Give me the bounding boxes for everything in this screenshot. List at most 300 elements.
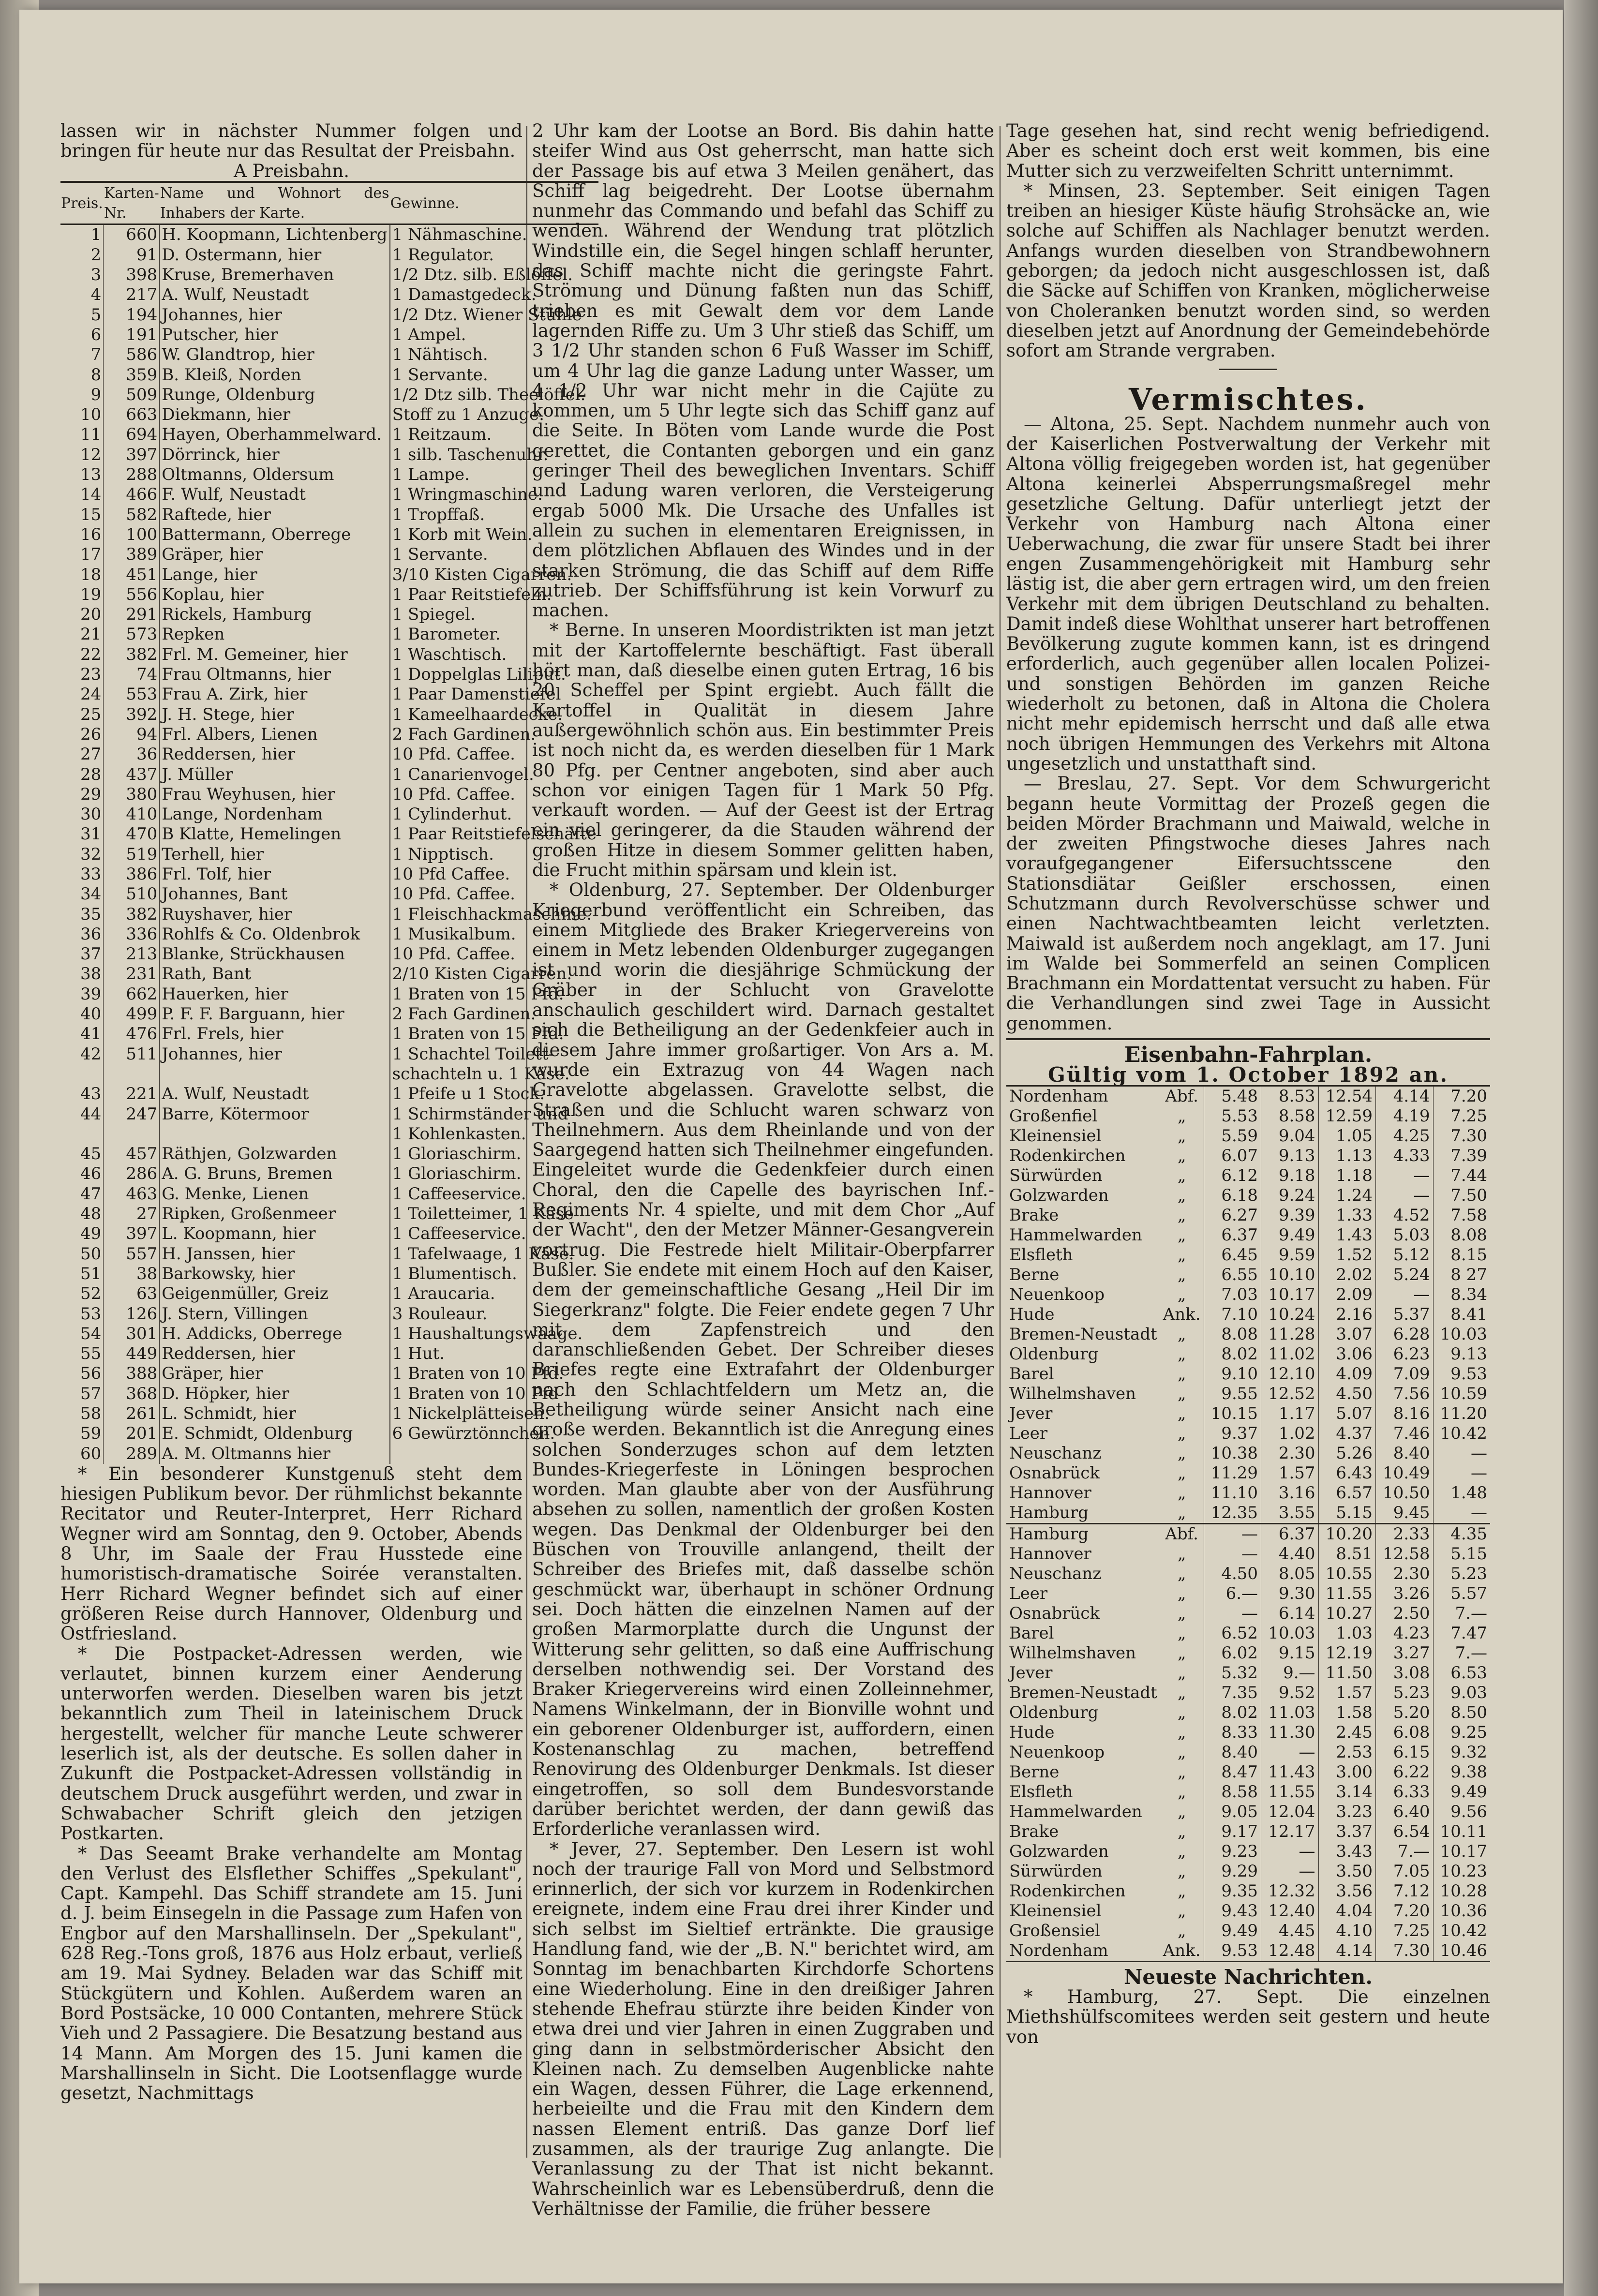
departure-time: 9.04 <box>1261 1126 1318 1146</box>
card-number: 191 <box>104 325 160 345</box>
departure-time: 12.17 <box>1261 1822 1318 1842</box>
departure-time: 10.36 <box>1433 1901 1490 1921</box>
prize-row <box>60 924 598 944</box>
station-flag: „ <box>1177 1443 1186 1463</box>
departure-time: 4.10 <box>1318 1921 1375 1941</box>
departure-time: 10.24 <box>1261 1305 1318 1325</box>
card-number: 288 <box>104 465 160 485</box>
prize-number: 11 <box>60 425 104 445</box>
station-flag: Abf. <box>1160 1523 1204 1544</box>
departure-time: 8 27 <box>1433 1265 1490 1285</box>
departure-time: 1.48 <box>1433 1483 1490 1503</box>
article-paragraph: * Minsen, 23. September. Seit einigen Tagen treiben an hiesiger Küste häufig Strohsäcke an, wie solche auf Schiffen als Nachlager benutzt werden. Anfangs wurden dieselben von Strandbewohnern geborgen; da jedoch nicht ausgeschlossen ist, daß die Säcke auf Schiffen von Kranken, möglicherweise von Choleranken benutzt worden sind, so werden dieselben jetzt auf Anordnung der Gemeindebehörde sofort am Strande vergraben. <box>1006 180 1490 361</box>
prize-row <box>60 905 598 924</box>
departure-time: 4.50 <box>1318 1384 1375 1404</box>
holder-name: Räthjen, Golzwarden <box>160 1144 390 1164</box>
prize-item: 1/2 Dtz silb. Theelöffel. <box>392 385 586 404</box>
departure-time: 11.20 <box>1433 1404 1490 1424</box>
station-flag: „ <box>1177 1683 1186 1702</box>
prize-row <box>60 625 598 644</box>
prize-item: 1 Gloriaschirm. <box>392 1144 522 1164</box>
prize-number: 10 <box>60 405 104 425</box>
departure-time: 9.17 <box>1204 1822 1261 1842</box>
holder-name: Johannes, Bant <box>160 884 390 904</box>
departure-time: 9.45 <box>1376 1503 1433 1524</box>
prize-row <box>60 745 598 764</box>
holder-name: Hauerken, hier <box>160 984 390 1004</box>
prize-item: 1 Blumentisch. <box>392 1264 517 1283</box>
departure-time: 8.58 <box>1261 1106 1318 1126</box>
card-number: 217 <box>104 285 160 305</box>
departure-time: 12.58 <box>1376 1544 1433 1564</box>
departure-time: 12.10 <box>1261 1364 1318 1384</box>
departure-time: 4.09 <box>1318 1364 1375 1384</box>
prize-number: 51 <box>60 1264 104 1284</box>
departure-time: 10.59 <box>1433 1384 1490 1404</box>
prize-table-body <box>60 224 598 1464</box>
departure-time: 3.56 <box>1318 1881 1375 1901</box>
departure-time: 9.56 <box>1433 1802 1490 1822</box>
departure-time: 5.57 <box>1433 1584 1490 1604</box>
departure-time: 8.41 <box>1433 1305 1490 1325</box>
column-2 <box>532 121 994 2219</box>
prize-item: 1 Kohlenkasten. <box>392 1124 526 1144</box>
station-flag: „ <box>1177 1881 1186 1901</box>
departure-time: 5.15 <box>1318 1503 1375 1524</box>
prize-item: 1 Pfeife u 1 Stock. <box>392 1084 545 1104</box>
station-name: Neuenkoop <box>1009 1742 1105 1762</box>
prize-item: 2/10 Kisten Cigarren. <box>392 964 572 984</box>
prize-item: 1 Lampe. <box>392 465 470 485</box>
timetable-row <box>1006 1881 1490 1901</box>
departure-time: 7.39 <box>1433 1146 1490 1166</box>
prize-number: 3 <box>60 265 104 285</box>
timetable-row <box>1006 1364 1490 1384</box>
card-number: 410 <box>104 805 160 824</box>
station-flag: „ <box>1177 1423 1186 1443</box>
departure-time: 9.13 <box>1261 1146 1318 1166</box>
station-flag: „ <box>1177 1722 1186 1742</box>
card-number: 100 <box>104 525 160 545</box>
prize-number: 53 <box>60 1304 104 1324</box>
departure-time: 12.04 <box>1261 1802 1318 1822</box>
prize-number: 17 <box>60 545 104 565</box>
departure-time: 9.35 <box>1204 1881 1261 1901</box>
departure-time: 3.55 <box>1261 1503 1318 1524</box>
timetable-row <box>1006 1743 1490 1762</box>
departure-time: 6.— <box>1204 1584 1261 1604</box>
departure-time: 4.23 <box>1376 1624 1433 1643</box>
station-name: Kleinensiel <box>1009 1901 1102 1921</box>
station-name: Barel <box>1009 1623 1054 1643</box>
prize-row <box>60 425 598 445</box>
prize-item: 10 Pfd. Caffee. <box>392 884 515 904</box>
departure-time: 9.25 <box>1433 1723 1490 1743</box>
timetable-body <box>1006 1087 1490 1961</box>
section-title-vermischtes: Vermischtes. <box>1129 381 1368 417</box>
prize-item: 1 Schachtel Toilett- <box>392 1044 554 1064</box>
prize-row <box>60 545 598 565</box>
prize-number: 54 <box>60 1324 104 1344</box>
departure-time: 5.24 <box>1376 1265 1433 1285</box>
departure-time: 10.28 <box>1433 1881 1490 1901</box>
timetable-row <box>1006 1444 1490 1463</box>
col-header-card: Karten-Nr. <box>104 182 160 224</box>
card-number: 573 <box>104 625 160 644</box>
departure-time: 3.07 <box>1318 1325 1375 1344</box>
prize-item: 1 Spiegel. <box>392 605 476 625</box>
prize-row <box>60 1224 598 1244</box>
departure-time: 5.32 <box>1204 1663 1261 1683</box>
station-name: Sürwürden <box>1009 1165 1103 1185</box>
prize-row <box>60 1064 598 1084</box>
departure-time: 8.53 <box>1261 1087 1318 1106</box>
station-flag: „ <box>1177 1742 1186 1762</box>
timetable-row <box>1006 1523 1490 1544</box>
prize-number: 43 <box>60 1084 104 1104</box>
prize-number: 60 <box>60 1444 104 1464</box>
card-number: 382 <box>104 905 160 924</box>
prize-number: 6 <box>60 325 104 345</box>
station-flag: „ <box>1177 1265 1186 1284</box>
prize-item: 3 Rouleaur. <box>392 1304 488 1324</box>
prize-item: 1 Toiletteimer, 1 Käse <box>392 1204 574 1224</box>
prize-item: 1 Nickelplätteisen. <box>392 1404 550 1423</box>
departure-time: 9.59 <box>1261 1245 1318 1265</box>
prize-row <box>60 685 598 704</box>
departure-time: 10.27 <box>1318 1604 1375 1624</box>
departure-time: 3.14 <box>1318 1782 1375 1802</box>
holder-name: Kruse, Bremerhaven <box>160 265 390 285</box>
card-number: 36 <box>104 745 160 764</box>
prize-number: 26 <box>60 725 104 745</box>
prize-item: 1 Braten von 10 Pfd <box>392 1384 559 1403</box>
departure-time: 9.49 <box>1204 1921 1261 1941</box>
timetable-row <box>1006 1503 1490 1524</box>
holder-name: Barkowsky, hier <box>160 1264 390 1284</box>
prize-item: 10 Pfd. Caffee. <box>392 944 515 964</box>
departure-time: 3.37 <box>1318 1822 1375 1842</box>
prize-row <box>60 1364 598 1384</box>
holder-name: Runge, Oldenburg <box>160 385 390 405</box>
departure-time: 10.03 <box>1433 1325 1490 1344</box>
departure-time: — <box>1433 1444 1490 1463</box>
prize-row <box>60 485 598 505</box>
prize-row <box>60 805 598 824</box>
departure-time: 5.15 <box>1433 1544 1490 1564</box>
departure-time: 3.27 <box>1376 1643 1433 1663</box>
departure-time: 9.15 <box>1261 1643 1318 1663</box>
holder-name: H. Janssen, hier <box>160 1244 390 1264</box>
prize-row <box>60 1444 598 1464</box>
column-3 <box>1006 121 1490 2047</box>
holder-name: B. Kleiß, Norden <box>160 365 390 385</box>
holder-name: Reddersen, hier <box>160 1344 390 1364</box>
departure-time: 7.05 <box>1376 1862 1433 1881</box>
prize-item: 10 Pfd. Caffee. <box>392 784 515 804</box>
departure-time: 10.10 <box>1261 1265 1318 1285</box>
departure-time: 6.53 <box>1433 1663 1490 1683</box>
departure-time: 10.03 <box>1261 1624 1318 1643</box>
prize-number: 1 <box>60 224 104 245</box>
prize-number: 34 <box>60 884 104 904</box>
departure-time: 10.20 <box>1318 1523 1375 1544</box>
departure-time: 11.29 <box>1204 1463 1261 1483</box>
departure-time: — <box>1376 1285 1433 1305</box>
departure-time: 3.43 <box>1318 1842 1375 1862</box>
departure-time: 2.02 <box>1318 1265 1375 1285</box>
prize-table <box>60 181 598 1464</box>
card-number: 511 <box>104 1044 160 1064</box>
timetable-subtitle: Gültig vom 1. October 1892 an. <box>1048 1063 1449 1087</box>
station-flag: Ank. <box>1163 1304 1201 1324</box>
station-flag: „ <box>1177 1165 1186 1185</box>
departure-time: 11.50 <box>1318 1663 1375 1683</box>
holder-name: D. Höpker, hier <box>160 1384 390 1404</box>
station-flag: „ <box>1177 1623 1186 1643</box>
prize-number: 47 <box>60 1184 104 1204</box>
station-name: Neuschanz <box>1009 1564 1102 1583</box>
card-number: 38 <box>104 1264 160 1284</box>
departure-time: 3.00 <box>1318 1762 1375 1782</box>
divider <box>1219 369 1277 370</box>
departure-time: 5.48 <box>1204 1087 1261 1106</box>
departure-time: 7.56 <box>1376 1384 1433 1404</box>
departure-time: 3.16 <box>1261 1483 1318 1503</box>
holder-name: Rohlfs & Co. Oldenbrok <box>160 924 390 944</box>
station-flag: „ <box>1177 1344 1186 1364</box>
prize-number: 16 <box>60 525 104 545</box>
departure-time: 7.25 <box>1376 1921 1433 1941</box>
departure-time: — <box>1261 1743 1318 1762</box>
prize-row <box>60 1124 598 1144</box>
timetable-row <box>1006 1424 1490 1444</box>
timetable-row <box>1006 1703 1490 1723</box>
timetable-row <box>1006 1921 1490 1941</box>
departure-time: 4.40 <box>1261 1544 1318 1564</box>
station-name: Golzwarden <box>1009 1185 1109 1205</box>
station-flag: „ <box>1177 1603 1186 1623</box>
timetable-row <box>1006 1584 1490 1604</box>
departure-time: 3.26 <box>1376 1584 1433 1604</box>
departure-time: 9.18 <box>1261 1166 1318 1186</box>
prize-row <box>60 285 598 305</box>
prize-number: 18 <box>60 565 104 585</box>
prize-number: 56 <box>60 1364 104 1384</box>
prize-row <box>60 705 598 725</box>
card-number: 663 <box>104 405 160 425</box>
prize-number: 55 <box>60 1344 104 1364</box>
timetable-row <box>1006 1245 1490 1265</box>
holder-name: Frl. M. Gemeiner, hier <box>160 645 390 665</box>
station-flag: „ <box>1177 1841 1186 1861</box>
prize-heading: A Preisbahn. <box>234 160 349 181</box>
departure-time: 9.53 <box>1433 1364 1490 1384</box>
prize-item: 10 Pfd. Caffee. <box>392 745 515 764</box>
timetable-row <box>1006 1166 1490 1186</box>
departure-time: 7.25 <box>1433 1106 1490 1126</box>
departure-time: 5.12 <box>1376 1245 1433 1265</box>
timetable-row <box>1006 1683 1490 1703</box>
misc-articles <box>1006 414 1490 1033</box>
station-name: Rodenkirchen <box>1009 1146 1126 1165</box>
departure-time: 9.39 <box>1261 1206 1318 1225</box>
timetable-row <box>1006 1325 1490 1344</box>
holder-name: Battermann, Oberrege <box>160 525 390 545</box>
col-header-prize: Preis. <box>60 182 104 224</box>
holder-name: E. Schmidt, Oldenburg <box>160 1424 390 1444</box>
prize-row <box>60 1024 598 1044</box>
departure-time: 6.33 <box>1376 1782 1433 1802</box>
page-right-edge <box>1564 0 1598 2296</box>
departure-time: 8.51 <box>1318 1544 1375 1564</box>
card-number: 457 <box>104 1144 160 1164</box>
prize-row <box>60 305 598 325</box>
prize-row <box>60 265 598 285</box>
prize-item: 1 Musikalbum. <box>392 924 516 944</box>
prize-number: 33 <box>60 865 104 884</box>
card-number: 368 <box>104 1384 160 1404</box>
timetable-row <box>1006 1723 1490 1743</box>
prize-number: 59 <box>60 1424 104 1444</box>
prize-item: 1 Nähmaschine. <box>392 225 527 245</box>
prize-row <box>60 565 598 585</box>
departure-time: 3.50 <box>1318 1862 1375 1881</box>
article-paragraph: * Das Seeamt Brake verhandelte am Montag den Verlust des Elsflether Schiffes „Spekulant", Capt. Kampehl. Das Schiff strandete am 15. Juni d. J. beim Einsegeln in die Passage zum Hafen von Engbor auf den Marshallinseln. Der „Spekulant", 628 Reg.-Tons groß, 1876 aus Holz erbaut, verließ am 19. Mai Sydney. Beladen war das Schiff mit Stückgütern und Kohlen. Außerdem waren an Bord Postsäcke, 10 000 Contanten, mehrere Stück Vieh und 2 Passagiere. Die Besatzung bestand aus 14 Mann. Am Morgen des 15. Juni kamen die Marshallinseln in Sicht. Die Lootsenflagge wurde gesetzt, Nachmittags <box>60 1843 523 2104</box>
holder-name <box>160 1124 390 1144</box>
card-number: 509 <box>104 385 160 405</box>
prize-row <box>60 465 598 485</box>
station-flag: „ <box>1177 1583 1186 1603</box>
departure-time: 9.49 <box>1433 1782 1490 1802</box>
departure-time: 10.23 <box>1433 1862 1490 1881</box>
holder-name: Rickels, Hamburg <box>160 605 390 625</box>
departure-time: 8.58 <box>1204 1782 1261 1802</box>
station-flag: Ank. <box>1163 1940 1201 1960</box>
holder-name: Ruyshaver, hier <box>160 905 390 924</box>
prize-item: 1 Nähtisch. <box>392 345 488 365</box>
prize-row <box>60 785 598 805</box>
departure-time: 4.25 <box>1376 1126 1433 1146</box>
holder-name: Lange, Nordenham <box>160 805 390 824</box>
prize-number: 39 <box>60 984 104 1004</box>
prize-item: 1/2 Dtz. Wiener Stühle <box>392 305 582 325</box>
prize-item: 1 Tropffaß. <box>392 505 485 524</box>
departure-time: 4.50 <box>1204 1564 1261 1584</box>
station-name: Elsfleth <box>1009 1245 1073 1265</box>
station-name: Neuschanz <box>1009 1443 1102 1463</box>
col-header-name: Name und Wohnort des Inhabers der Karte. <box>160 182 390 224</box>
station-flag: „ <box>1177 1384 1186 1403</box>
holder-name: Diekmann, hier <box>160 405 390 425</box>
timetable-row <box>1006 1305 1490 1325</box>
prize-row <box>60 964 598 984</box>
station-name: Leer <box>1009 1583 1048 1603</box>
departure-time: 4.52 <box>1376 1206 1433 1225</box>
prize-row <box>60 1004 598 1024</box>
timetable-row <box>1006 1862 1490 1881</box>
departure-time: 7.35 <box>1204 1683 1261 1703</box>
departure-time: 1.57 <box>1318 1683 1375 1703</box>
station-name: Großensiel <box>1009 1921 1100 1940</box>
prize-row <box>60 1244 598 1264</box>
timetable-row <box>1006 1564 1490 1584</box>
departure-time: 6.07 <box>1204 1146 1261 1166</box>
station-name: Berne <box>1009 1762 1060 1782</box>
departure-time: 5.07 <box>1318 1404 1375 1424</box>
prize-item: 1 Ampel. <box>392 325 466 344</box>
prize-item: 1 Paar Reitstiefelschäfte <box>392 824 597 844</box>
prize-row <box>60 824 598 844</box>
departure-time: 11.55 <box>1261 1782 1318 1802</box>
prize-number: 22 <box>60 645 104 665</box>
departure-time: 4.14 <box>1318 1941 1375 1961</box>
timetable-row <box>1006 1822 1490 1842</box>
departure-time: 8.02 <box>1204 1703 1261 1723</box>
departure-time: 5.20 <box>1376 1703 1433 1723</box>
departure-time: 1.24 <box>1318 1186 1375 1206</box>
departure-time: 7.— <box>1433 1604 1490 1624</box>
departure-time: 2.45 <box>1318 1723 1375 1743</box>
holder-name: Gräper, hier <box>160 1364 390 1384</box>
departure-time: 7.30 <box>1433 1126 1490 1146</box>
column-3-articles <box>1006 121 1490 361</box>
station-flag: „ <box>1177 1245 1186 1265</box>
article-paragraph: * Jever, 27. September. Den Lesern ist wohl noch der traurige Fall von Mord und Selbstmord erinnerlich, der sich vor kurzem in Rodenkirchen ereignete, indem eine Frau drei ihrer Kinder und sich selbst im Sieltief ertränkte. Die grausige Handlung fand, wie der „B. N." berichtet wird, am Sonntag im benachbarten Kirchdorfe Schortens eine Wiederholung. Eine in den dreißiger Jahren stehende Ehefrau stürzte ihre beiden Kinder von etwa drei und vier Jahren in einen Zuggraben und ging dann in selbstmörderischer Absicht den Kleinen nach. Zu demselben Augenblicke nahte ein Wagen, dessen Führer, die Lage erkennend, herbeieilte und die Frau mit den Kindern dem nassen Element entriß. Das ganze Dorf lief zusammen, als der traurige Zug anlangte. Die Veranlassung zu der That ist nicht bekannt. Wahrscheinlich war es Lebensüberdruß, denn die Verhältnisse der Familie, die früher bessere <box>532 1838 994 2219</box>
departure-time: 6.43 <box>1318 1463 1375 1483</box>
departure-time: 4.04 <box>1318 1901 1375 1921</box>
article-paragraph: Tage gesehen hat, sind recht wenig befriedigend. Aber es scheint doch erst weit kommen, bis eine Mutter sich zu verzweifelten Schritt unternimmt. <box>1006 120 1490 181</box>
holder-name: Frl. Frels, hier <box>160 1024 390 1044</box>
departure-time: 8.50 <box>1433 1703 1490 1723</box>
departure-time: — <box>1261 1862 1318 1881</box>
prize-row <box>60 445 598 465</box>
station-flag: „ <box>1177 1225 1186 1245</box>
prize-row <box>60 385 598 405</box>
departure-time: 6.40 <box>1376 1802 1433 1822</box>
holder-name: Lange, hier <box>160 565 390 585</box>
timetable-row <box>1006 1106 1490 1126</box>
departure-time: 10.49 <box>1376 1463 1433 1483</box>
card-number: 94 <box>104 725 160 745</box>
station-name: Großenfiel <box>1009 1106 1098 1126</box>
prize-number: 28 <box>60 765 104 785</box>
departure-time: 4.35 <box>1433 1523 1490 1544</box>
departure-time: 10.42 <box>1433 1921 1490 1941</box>
timetable-row <box>1006 1782 1490 1802</box>
station-name: Hamburg <box>1006 1523 1160 1544</box>
departure-time: 6.57 <box>1318 1483 1375 1503</box>
card-number: 63 <box>104 1284 160 1304</box>
holder-name: Barre, Kötermoor <box>160 1104 390 1124</box>
departure-time: 8.02 <box>1204 1344 1261 1364</box>
station-name: Nordenham <box>1009 1086 1108 1106</box>
prize-item: 1/2 Dtz. silb. Eßlöffel. <box>392 265 573 285</box>
card-number: 386 <box>104 865 160 884</box>
prize-item: 1 Nipptisch. <box>392 844 494 864</box>
station-name: Nordenham <box>1009 1940 1108 1960</box>
card-number: 557 <box>104 1244 160 1264</box>
prize-item: 1 Reitzaum. <box>392 425 492 445</box>
timetable-row <box>1006 1483 1490 1503</box>
departure-time: 1.17 <box>1261 1404 1318 1424</box>
departure-time: 7.— <box>1433 1643 1490 1663</box>
timetable-title: Eisenbahn-Fahrplan. <box>1124 1043 1373 1068</box>
prize-number: 49 <box>60 1224 104 1244</box>
prize-row <box>60 345 598 365</box>
station-name: Leer <box>1009 1423 1048 1443</box>
departure-time: 1.02 <box>1261 1424 1318 1444</box>
